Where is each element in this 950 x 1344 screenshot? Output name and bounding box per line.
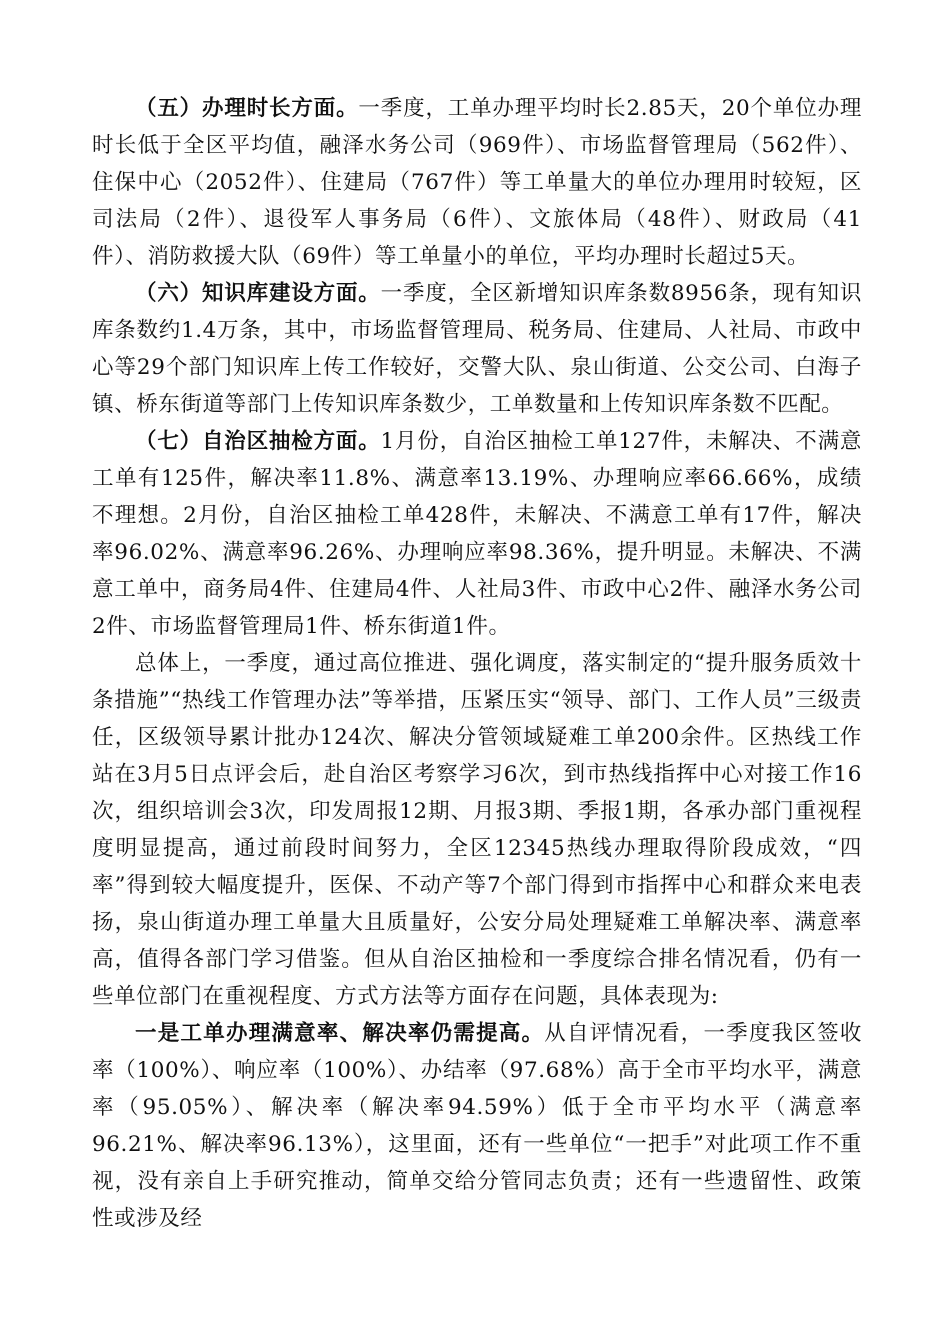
- paragraph-overall-summary: [92, 645, 862, 1015]
- document-body: [92, 90, 862, 1237]
- paragraph-text: 一季度，全区新增知识库条数8956条，现有知识库条数约1.4万条，其中，市场监督管理局、税务局、住建局、人社局、市政中心等29个部门知识库上传工作较好，交警大队、泉山街道、公交公司、白海子镇、桥东街道等部门上传知识库条数少，工单数量和上传知识库条数不匹配。: [92, 281, 862, 417]
- paragraph-satisfaction-issue: [92, 1015, 862, 1237]
- paragraph-region-spot-check: [92, 423, 862, 645]
- paragraph-text: 1月份，自治区抽检工单127件，未解决、不满意工单有125件，解决率11.8%、满意率13.19%、办理响应率66.66%，成绩不理想。2月份，自治区抽检工单428件，未解决、不满意工单有17件，解决率96.02%、满意率96.26%、办理响应率98.36%，提升明显。未解决、不满意工单中，商务局4件、住建局4件、人社局3件、市政中心2件、融泽水务公司2件、市场监督管理局1件、桥东街道1件。: [92, 429, 862, 639]
- paragraph-heading: （六）知识库建设方面。: [135, 281, 381, 306]
- paragraph-heading: （五）办理时长方面。: [135, 96, 359, 121]
- paragraph-heading: 一是工单办理满意率、解决率仍需提高。: [135, 1021, 545, 1046]
- paragraph-text: 一季度，工单办理平均时长2.85天，20个单位办理时长低于全区平均值，融泽水务公司（969件）、市场监督管理局（562件）、住保中心（2052件）、住建局（767件）等工单量大的单位办理用时较短，区司法局（2件）、退役军人事务局（6件）、文旅体局（48件）、财政局（41件）、消防救援大队（69件）等工单量小的单位，平均办理时长超过5天。: [92, 96, 862, 269]
- paragraph-handling-duration: [92, 90, 862, 275]
- paragraph-knowledge-base: [92, 275, 862, 423]
- paragraph-text: 总体上，一季度，通过高位推进、强化调度，落实制定的“提升服务质效十条措施”“热线工作管理办法”等举措，压紧压实“领导、部门、工作人员”三级责任，区级领导累计批办124次、解决分管领域疑难工单200余件。区热线工作站在3月5日点评会后，赴自治区考察学习6次，到市热线指挥中心对接工作16次，组织培训会3次，印发周报12期、月报3期、季报1期，各承办部门重视程度明显提高，通过前段时间努力，全区12345热线办理取得阶段成效，“四率”得到较大幅度提升，医保、不动产等7个部门得到市指挥中心和群众来电表扬，泉山街道办理工单量大且质量好，公安分局处理疑难工单解决率、满意率高，值得各部门学习借鉴。但从自治区抽检和一季度综合排名情况看，仍有一些单位部门在重视程度、方式方法等方面存在问题，具体表现为:: [92, 651, 862, 1009]
- paragraph-heading: （七）自治区抽检方面。: [135, 429, 381, 454]
- paragraph-text: 从自评情况看，一季度我区签收率（100%）、响应率（100%）、办结率（97.68%）高于全市平均水平，满意率（95.05%）、解决率（解决率94.59%）低于全市平均水平（满意率96.21%、解决率96.13%），这里面，还有一些单位“一把手”对此项工作不重视，没有亲自上手研究推动，简单交给分管同志负责；还有一些遗留性、政策性或涉及经: [92, 1021, 862, 1231]
